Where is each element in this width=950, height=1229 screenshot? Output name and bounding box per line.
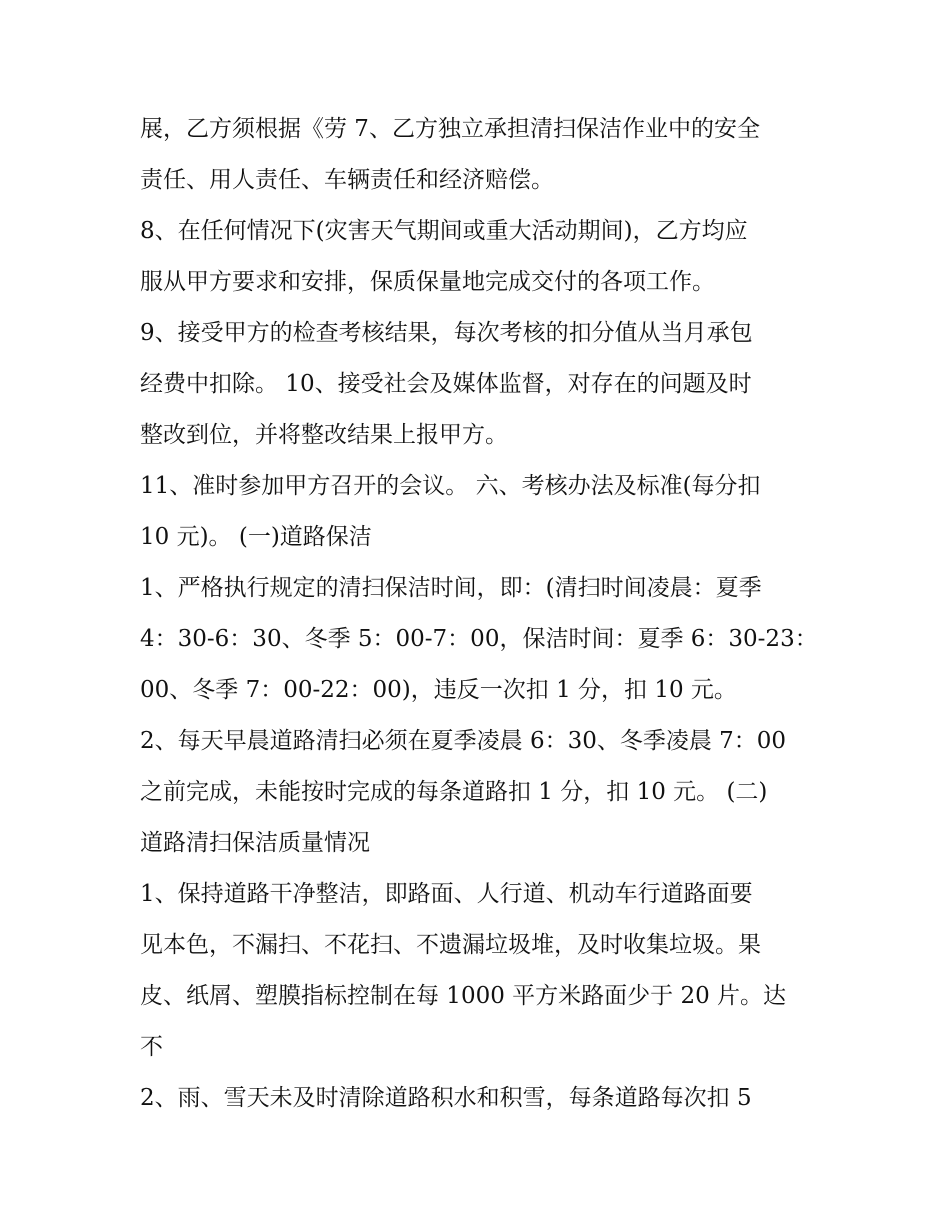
- text-line: 2、每天早晨道路清扫必须在夏季凌晨 6：30、冬季凌晨 7：00: [140, 728, 787, 754]
- text-line: 道路清扫保洁质量情况: [140, 830, 370, 856]
- text-line: 见本色，不漏扫、不花扫、不遗漏垃圾堆，及时收集垃圾。果: [140, 932, 761, 958]
- text-line: 4：30-6：30、冬季 5：00-7：00，保洁时间：夏季 6：30-23：: [140, 626, 818, 652]
- text-line: 之前完成，未能按时完成的每条道路扣 1 分，扣 10 元。 (二): [140, 779, 768, 805]
- text-line: 00、冬季 7：00-22：00)，违反一次扣 1 分，扣 10 元。: [140, 677, 737, 703]
- text-line: 展，乙方须根据《劳 7、乙方独立承担清扫保洁作业中的安全: [140, 116, 760, 142]
- text-line: 11、准时参加甲方召开的会议。 六、考核办法及标准(每分扣: [140, 473, 761, 499]
- text-line: 9、接受甲方的检查考核结果，每次考核的扣分值从当月承包: [140, 320, 753, 346]
- text-line: 8、在任何情况下(灾害天气期间或重大活动期间)，乙方均应: [140, 218, 748, 244]
- document-body: [140, 104, 820, 1124]
- text-line: 不: [140, 1034, 163, 1060]
- text-line: 2、雨、雪天未及时清除道路积水和积雪，每条道路每次扣 5: [140, 1085, 752, 1111]
- text-line: 经费中扣除。 10、接受社会及媒体监督，对存在的问题及时: [140, 371, 752, 397]
- text-line: 责任、用人责任、车辆责任和经济赔偿。: [140, 167, 554, 193]
- text-line: 1、保持道路干净整洁，即路面、人行道、机动车行道路面要: [140, 881, 753, 907]
- text-line: 1、严格执行规定的清扫保洁时间，即：(清扫时间凌晨：夏季: [140, 575, 762, 601]
- text-line: 服从甲方要求和安排，保质保量地完成交付的各项工作。: [140, 269, 715, 295]
- text-line: 10 元)。 (一)道路保洁: [140, 524, 372, 550]
- text-line: 整改到位，并将整改结果上报甲方。: [140, 422, 508, 448]
- text-line: 皮、纸屑、塑膜指标控制在每 1000 平方米路面少于 20 片。达: [140, 983, 787, 1009]
